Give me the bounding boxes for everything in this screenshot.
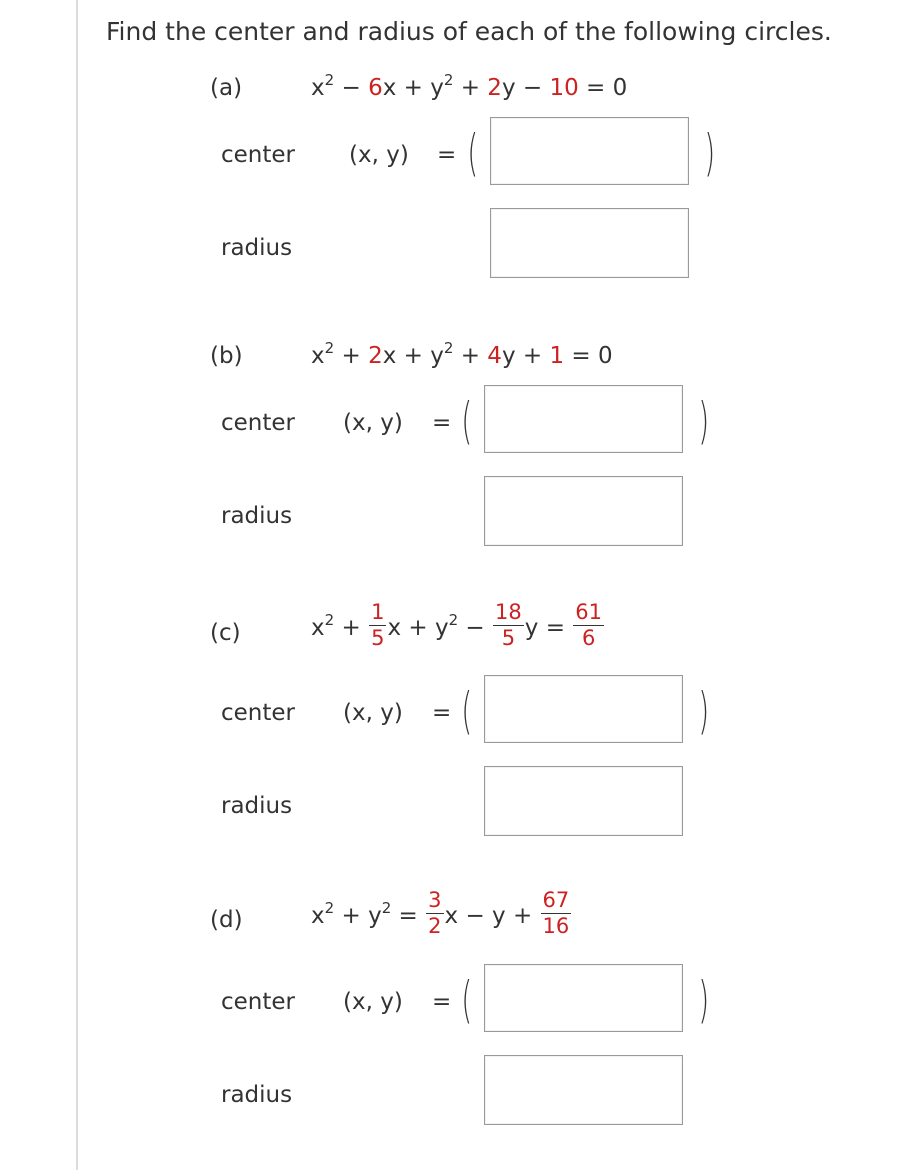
- part-b-equation: $x^2 + 2x + y^2 + 4y + 1 = 0$: [311, 339, 613, 369]
- part-a-close-paren: ): [704, 124, 716, 182]
- part-d-equals-sign: =: [432, 989, 452, 1015]
- part-c-center-input[interactable]: [484, 675, 683, 743]
- part-a-equation: $x^2 - 6x + y^2 + 2y - 10 = 0$: [311, 71, 628, 101]
- part-c-label: (c): [210, 620, 241, 646]
- part-c-equals-sign: =: [432, 700, 452, 726]
- part-b-center-label: center: [221, 410, 295, 436]
- part-a-radius-label: radius: [221, 235, 293, 261]
- part-b-open-paren: (: [461, 392, 473, 450]
- part-c-equation: $x^2$ + $\frac{1}{5}$ $x + y^2$ − $\frac{18}{5}$ y = $\frac{61}{6}$: [311, 600, 603, 650]
- part-d-xy-label: (x, y): [343, 989, 403, 1015]
- part-b-radius-input[interactable]: [484, 476, 683, 546]
- part-d-open-paren: (: [461, 971, 473, 1029]
- part-c-fraction-1: $\frac{1}{5}$: [371, 600, 385, 650]
- part-c-fraction-2: $\frac{18}{5}$: [495, 600, 522, 650]
- part-c-open-paren: (: [461, 682, 473, 740]
- part-d-radius-input[interactable]: [484, 1055, 683, 1125]
- left-margin-rule: [76, 0, 78, 1170]
- part-c-xy-label: (x, y): [343, 700, 403, 726]
- part-b-radius-label: radius: [221, 503, 293, 529]
- part-d-radius-label: radius: [221, 1082, 293, 1108]
- part-b-equals-sign: =: [432, 410, 452, 436]
- part-d-fraction-2: $\frac{67}{16}$: [542, 888, 570, 938]
- part-d-close-paren: ): [698, 971, 710, 1029]
- part-d-label: (d): [210, 907, 243, 933]
- part-d-center-input[interactable]: [484, 964, 683, 1032]
- part-b-xy-label: (x, y): [343, 410, 403, 436]
- part-c-fraction-3: $\frac{61}{6}$: [575, 600, 603, 650]
- instructions-text: Find the center and radius of each of the following circles.: [106, 17, 832, 46]
- part-c-radius-label: radius: [221, 793, 293, 819]
- part-a-label: (a): [210, 75, 243, 101]
- part-b-label: (b): [210, 343, 243, 369]
- part-b-center-input[interactable]: [484, 385, 683, 453]
- part-b-close-paren: ): [698, 392, 710, 450]
- part-c-close-paren: ): [698, 682, 710, 740]
- part-a-center-input[interactable]: [490, 117, 689, 185]
- part-d-center-label: center: [221, 989, 295, 1015]
- part-a-xy-label: (x, y): [349, 142, 409, 168]
- part-a-center-label: center: [221, 142, 295, 168]
- part-c-center-label: center: [221, 700, 295, 726]
- part-c-radius-input[interactable]: [484, 766, 683, 836]
- part-a-equals-sign: =: [437, 142, 457, 168]
- part-d-fraction-1: $\frac{3}{2}$: [428, 888, 442, 938]
- part-a-radius-input[interactable]: [490, 208, 689, 278]
- part-a-open-paren: (: [467, 124, 479, 182]
- part-d-equation: $x^2 + y^2$ = $\frac{3}{2}$ x − y + $\frac{67}{16}$: [311, 888, 570, 938]
